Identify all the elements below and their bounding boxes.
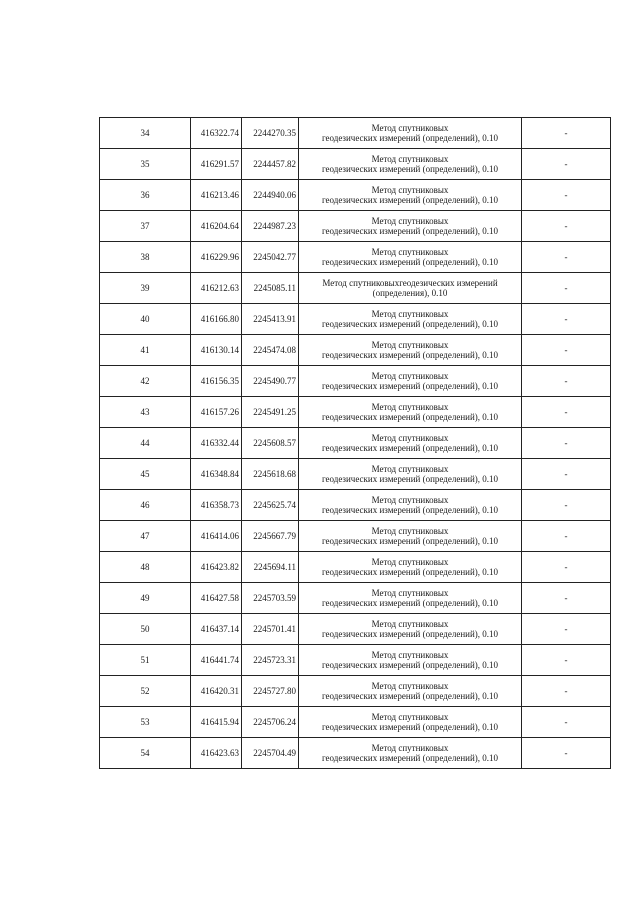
note-cell: - <box>522 149 611 180</box>
method-line-2: геодезических измерений (определений), 0.10 <box>321 257 499 267</box>
method-line-1: Метод спутниковых <box>371 247 449 257</box>
table-row <box>100 645 611 676</box>
table-row <box>100 614 611 645</box>
method-line-2: геодезических измерений (определений), 0.10 <box>321 381 499 391</box>
point-number-cell: 52 <box>100 676 191 707</box>
point-number-cell: 40 <box>100 304 191 335</box>
y-coordinate-cell: 2245085.11 <box>242 273 299 304</box>
table-row <box>100 118 611 149</box>
method-line-2: геодезических измерений (определений), 0.10 <box>321 226 499 236</box>
method-line-2: геодезических измерений (определений), 0.10 <box>321 195 499 205</box>
x-coordinate-cell: 416414.06 <box>191 521 242 552</box>
x-coordinate-cell: 416130.14 <box>191 335 242 366</box>
method-line-1: Метод спутниковых <box>371 402 449 412</box>
method-line-1: Метод спутниковых <box>371 681 449 691</box>
method-line-1: Метод спутниковых <box>371 123 449 133</box>
method-cell <box>299 738 522 769</box>
method-cell <box>299 676 522 707</box>
note-cell: - <box>522 304 611 335</box>
point-number-cell: 50 <box>100 614 191 645</box>
table-row <box>100 149 611 180</box>
method-line-1: Метод спутниковых <box>371 371 449 381</box>
note-cell: - <box>522 614 611 645</box>
table-row <box>100 397 611 428</box>
method-line-1: Метод спутниковых <box>371 309 449 319</box>
note-cell: - <box>522 552 611 583</box>
table-row <box>100 428 611 459</box>
note-cell: - <box>522 490 611 521</box>
method-cell <box>299 459 522 490</box>
note-cell: - <box>522 273 611 304</box>
x-coordinate-cell: 416415.94 <box>191 707 242 738</box>
y-coordinate-cell: 2245042.77 <box>242 242 299 273</box>
method-line-1: Метод спутниковых <box>371 743 449 753</box>
table-row <box>100 676 611 707</box>
method-line-2: геодезических измерений (определений), 0.10 <box>321 505 499 515</box>
note-cell: - <box>522 366 611 397</box>
method-line-1: Метод спутниковых <box>371 154 449 164</box>
y-coordinate-cell: 2244270.35 <box>242 118 299 149</box>
y-coordinate-cell: 2245701.41 <box>242 614 299 645</box>
method-cell <box>299 335 522 366</box>
method-line-2: геодезических измерений (определений), 0.10 <box>321 474 499 484</box>
method-line-2: геодезических измерений (определений), 0.10 <box>321 350 499 360</box>
table-row <box>100 242 611 273</box>
table-row <box>100 304 611 335</box>
table-row <box>100 459 611 490</box>
table-row <box>100 552 611 583</box>
y-coordinate-cell: 2245706.24 <box>242 707 299 738</box>
method-line-2: геодезических измерений (определений), 0.10 <box>321 133 499 143</box>
y-coordinate-cell: 2245474.08 <box>242 335 299 366</box>
point-number-cell: 39 <box>100 273 191 304</box>
note-cell: - <box>522 645 611 676</box>
note-cell: - <box>522 428 611 459</box>
method-cell <box>299 707 522 738</box>
method-line-1: Метод спутниковых <box>371 495 449 505</box>
x-coordinate-cell: 416157.26 <box>191 397 242 428</box>
note-cell: - <box>522 242 611 273</box>
table-row <box>100 490 611 521</box>
point-number-cell: 42 <box>100 366 191 397</box>
method-cell <box>299 428 522 459</box>
method-line-1: Метод спутниковых <box>371 619 449 629</box>
method-cell <box>299 521 522 552</box>
y-coordinate-cell: 2245608.57 <box>242 428 299 459</box>
point-number-cell: 49 <box>100 583 191 614</box>
x-coordinate-cell: 416332.44 <box>191 428 242 459</box>
method-line-2: геодезических измерений (определений), 0.10 <box>321 536 499 546</box>
method-line-2: геодезических измерений (определений), 0.10 <box>321 443 499 453</box>
table-row <box>100 738 611 769</box>
y-coordinate-cell: 2244987.23 <box>242 211 299 242</box>
method-cell <box>299 490 522 521</box>
note-cell: - <box>522 583 611 614</box>
y-coordinate-cell: 2244457.82 <box>242 149 299 180</box>
note-cell: - <box>522 459 611 490</box>
note-cell: - <box>522 397 611 428</box>
method-line-2: геодезических измерений (определений), 0.10 <box>321 412 499 422</box>
x-coordinate-cell: 416423.63 <box>191 738 242 769</box>
method-line-2: геодезических измерений (определений), 0.10 <box>321 164 499 174</box>
method-line-2: геодезических измерений (определений), 0.10 <box>321 660 499 670</box>
table-row <box>100 583 611 614</box>
table-row <box>100 211 611 242</box>
point-number-cell: 54 <box>100 738 191 769</box>
x-coordinate-cell: 416213.46 <box>191 180 242 211</box>
point-number-cell: 38 <box>100 242 191 273</box>
table-row <box>100 273 611 304</box>
method-cell <box>299 211 522 242</box>
method-line-2: геодезических измерений (определений), 0.10 <box>321 629 499 639</box>
point-number-cell: 41 <box>100 335 191 366</box>
note-cell: - <box>522 521 611 552</box>
note-cell: - <box>522 335 611 366</box>
y-coordinate-cell: 2245694.11 <box>242 552 299 583</box>
method-cell <box>299 645 522 676</box>
method-line-2: геодезических измерений (определений), 0.10 <box>321 691 499 701</box>
point-number-cell: 44 <box>100 428 191 459</box>
method-line-2: (определения), 0.10 <box>372 288 448 298</box>
x-coordinate-cell: 416348.84 <box>191 459 242 490</box>
method-line-1: Метод спутниковых <box>371 588 449 598</box>
method-cell <box>299 552 522 583</box>
method-line-1: Метод спутниковых <box>371 340 449 350</box>
table-row <box>100 707 611 738</box>
y-coordinate-cell: 2245618.68 <box>242 459 299 490</box>
coordinates-table-body <box>100 118 611 769</box>
y-coordinate-cell: 2245703.59 <box>242 583 299 614</box>
method-line-1: Метод спутниковых <box>371 464 449 474</box>
y-coordinate-cell: 2245490.77 <box>242 366 299 397</box>
point-number-cell: 51 <box>100 645 191 676</box>
method-line-1: Метод спутниковых <box>371 526 449 536</box>
point-number-cell: 48 <box>100 552 191 583</box>
x-coordinate-cell: 416441.74 <box>191 645 242 676</box>
point-number-cell: 34 <box>100 118 191 149</box>
y-coordinate-cell: 2245704.49 <box>242 738 299 769</box>
y-coordinate-cell: 2245491.25 <box>242 397 299 428</box>
method-cell <box>299 149 522 180</box>
method-cell <box>299 273 522 304</box>
point-number-cell: 35 <box>100 149 191 180</box>
method-cell <box>299 242 522 273</box>
point-number-cell: 47 <box>100 521 191 552</box>
x-coordinate-cell: 416437.14 <box>191 614 242 645</box>
x-coordinate-cell: 416358.73 <box>191 490 242 521</box>
note-cell: - <box>522 707 611 738</box>
point-number-cell: 46 <box>100 490 191 521</box>
note-cell: - <box>522 738 611 769</box>
method-line-1: Метод спутниковых <box>371 650 449 660</box>
note-cell: - <box>522 676 611 707</box>
method-line-1: Метод спутниковыхгеодезических измерений <box>322 278 498 288</box>
y-coordinate-cell: 2245727.80 <box>242 676 299 707</box>
method-line-2: геодезических измерений (определений), 0.10 <box>321 319 499 329</box>
method-line-2: геодезических измерений (определений), 0.10 <box>321 567 499 577</box>
method-cell <box>299 366 522 397</box>
x-coordinate-cell: 416420.31 <box>191 676 242 707</box>
x-coordinate-cell: 416291.57 <box>191 149 242 180</box>
y-coordinate-cell: 2245625.74 <box>242 490 299 521</box>
x-coordinate-cell: 416212.63 <box>191 273 242 304</box>
y-coordinate-cell: 2245413.91 <box>242 304 299 335</box>
table-row <box>100 521 611 552</box>
table-row <box>100 180 611 211</box>
point-number-cell: 37 <box>100 211 191 242</box>
y-coordinate-cell: 2245667.79 <box>242 521 299 552</box>
x-coordinate-cell: 416322.74 <box>191 118 242 149</box>
note-cell: - <box>522 211 611 242</box>
point-number-cell: 43 <box>100 397 191 428</box>
method-cell <box>299 180 522 211</box>
method-line-1: Метод спутниковых <box>371 216 449 226</box>
x-coordinate-cell: 416229.96 <box>191 242 242 273</box>
method-cell <box>299 583 522 614</box>
y-coordinate-cell: 2245723.31 <box>242 645 299 676</box>
note-cell: - <box>522 118 611 149</box>
method-cell <box>299 118 522 149</box>
method-line-2: геодезических измерений (определений), 0.10 <box>321 753 499 763</box>
method-line-1: Метод спутниковых <box>371 185 449 195</box>
method-line-1: Метод спутниковых <box>371 557 449 567</box>
method-line-1: Метод спутниковых <box>371 712 449 722</box>
y-coordinate-cell: 2244940.06 <box>242 180 299 211</box>
table-row <box>100 366 611 397</box>
coordinates-table <box>99 117 611 769</box>
method-cell <box>299 614 522 645</box>
point-number-cell: 36 <box>100 180 191 211</box>
method-cell <box>299 304 522 335</box>
x-coordinate-cell: 416166.80 <box>191 304 242 335</box>
method-line-1: Метод спутниковых <box>371 433 449 443</box>
table-row <box>100 335 611 366</box>
point-number-cell: 45 <box>100 459 191 490</box>
point-number-cell: 53 <box>100 707 191 738</box>
method-line-2: геодезических измерений (определений), 0.10 <box>321 722 499 732</box>
note-cell: - <box>522 180 611 211</box>
method-cell <box>299 397 522 428</box>
method-line-2: геодезических измерений (определений), 0.10 <box>321 598 499 608</box>
x-coordinate-cell: 416156.35 <box>191 366 242 397</box>
x-coordinate-cell: 416427.58 <box>191 583 242 614</box>
x-coordinate-cell: 416423.82 <box>191 552 242 583</box>
x-coordinate-cell: 416204.64 <box>191 211 242 242</box>
